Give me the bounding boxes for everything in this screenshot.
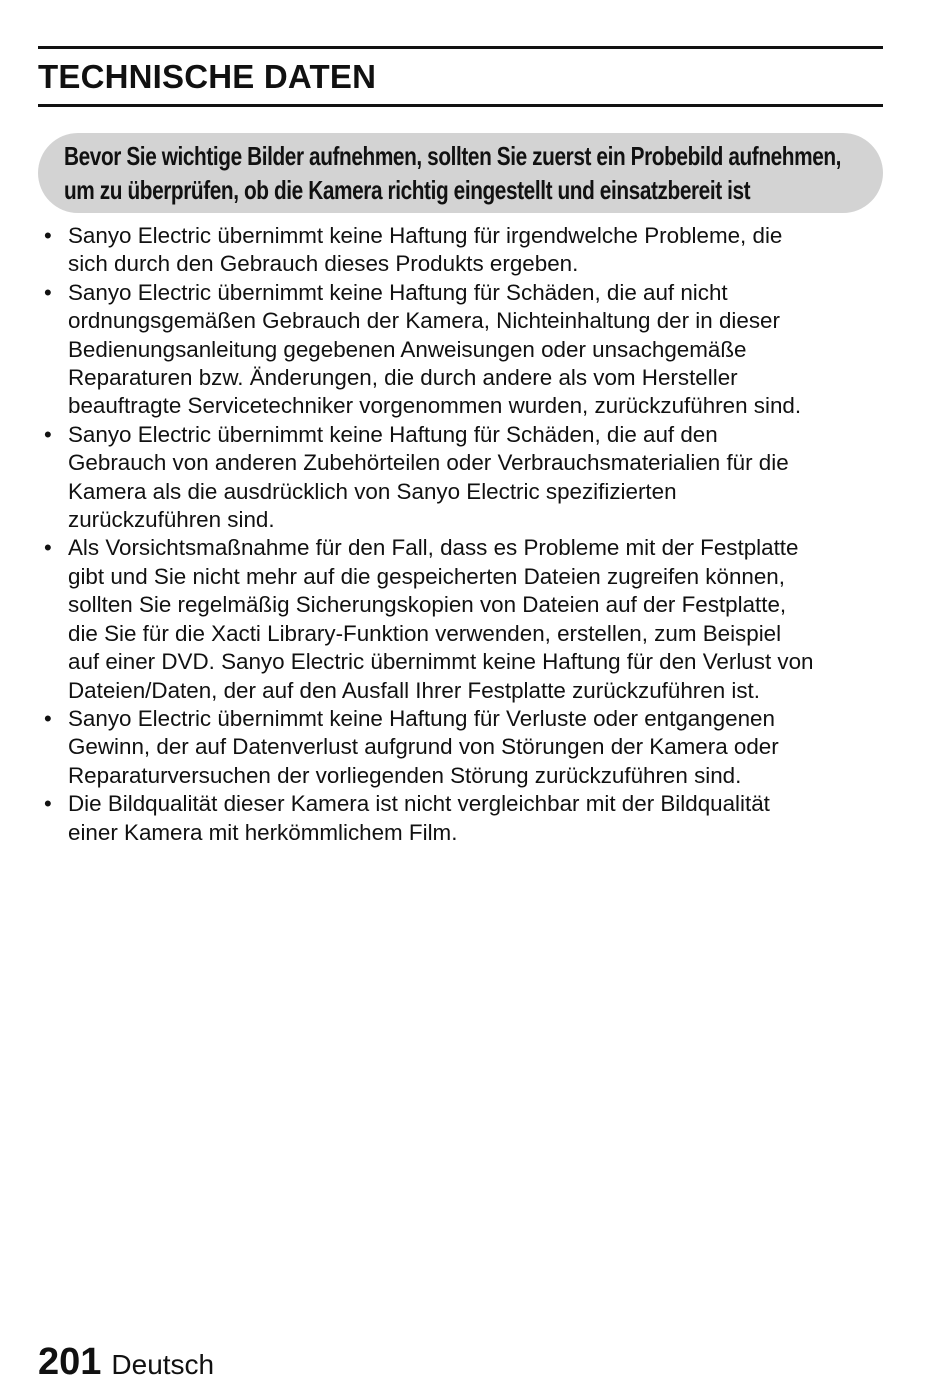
list-item-line: gibt und Sie nicht mehr auf die gespeicherten Dateien zugreifen können, <box>68 563 785 589</box>
bullet-dot-icon: • <box>44 223 52 248</box>
notice-line: Bevor Sie wichtige Bilder aufnehmen, sollten Sie zuerst ein Probebild aufnehmen, <box>64 141 842 171</box>
list-item <box>44 279 894 421</box>
bullet-dot-icon: • <box>44 535 52 561</box>
bullet-dot-icon: • <box>44 791 52 817</box>
list-item-line: die Sie für die Xacti Library-Funktion verwenden, erstellen, zum Beispiel <box>68 620 782 646</box>
header-top-rule <box>38 46 883 49</box>
list-item-line: auf einer DVD. Sanyo Electric übernimmt keine Haftung für den Verlust von <box>68 649 814 675</box>
list-item-line: sich durch den Gebrauch dieses Produkts ergeben. <box>68 251 579 277</box>
list-item-line: Gewinn, der auf Datenverlust aufgrund von Störungen der Kamera oder <box>68 734 779 760</box>
list-item-line: beauftragte Servicetechniker vorgenommen wurden, zurückzuführen sind. <box>68 393 802 419</box>
list-item <box>44 534 894 704</box>
list-item-line: Reparaturversuchen der vorliegenden Störung zurückzuführen sind. <box>68 762 742 788</box>
list-item <box>44 421 894 535</box>
bullet-dot-icon: • <box>44 421 52 447</box>
list-item-line: ordnungsgemäßen Gebrauch der Kamera, Nichteinhaltung der in dieser <box>68 308 780 334</box>
list-item-line: Sanyo Electric übernimmt keine Haftung für Schäden, die auf den <box>68 421 718 447</box>
list-item-line: Kamera als die ausdrücklich von Sanyo Electric spezifizierten <box>68 478 677 504</box>
list-item-line: Sanyo Electric übernimmt keine Haftung für Verluste oder entgangenen <box>68 705 775 731</box>
bullet-list <box>44 222 894 847</box>
list-item-line: Bedienungsanleitung gegebenen Anweisungen oder unsachgemäße <box>68 336 747 362</box>
page-title: TECHNISCHE DATEN <box>38 58 377 95</box>
list-item-line: Sanyo Electric übernimmt keine Haftung für Schäden, die auf nicht <box>68 279 728 305</box>
page-language: Deutsch <box>111 1349 215 1380</box>
page-footer <box>38 1340 214 1387</box>
bullet-dot-icon: • <box>44 705 52 731</box>
list-item-line: sollten Sie regelmäßig Sicherungskopien von Dateien auf der Festplatte, <box>68 592 787 618</box>
list-item <box>44 705 894 790</box>
list-item-line: Die Bildqualität dieser Kamera ist nicht vergleichbar mit der Bildqualität <box>68 791 770 817</box>
list-item-line: Gebrauch von anderen Zubehörteilen oder Verbrauchsmaterialien für die <box>68 450 789 476</box>
notice-box <box>38 133 883 213</box>
list-item <box>44 222 894 279</box>
list-item-line: Reparaturen bzw. Änderungen, die durch andere als vom Hersteller <box>68 365 738 391</box>
list-item-line: einer Kamera mit herkömmlichem Film. <box>68 819 458 845</box>
list-item-line: Als Vorsichtsmaßnahme für den Fall, dass es Probleme mit der Festplatte <box>68 535 799 561</box>
header-bottom-rule <box>38 104 883 107</box>
page-number: 201 <box>38 1341 102 1383</box>
notice-line: um zu überprüfen, ob die Kamera richtig eingestellt und einsatzbereit ist <box>64 175 751 205</box>
list-item-line: zurückzuführen sind. <box>68 507 275 533</box>
list-item-line: Sanyo Electric übernimmt keine Haftung für irgendwelche Probleme, die <box>68 223 783 248</box>
list-item <box>44 790 894 847</box>
list-item-line: Dateien/Daten, der auf den Ausfall Ihrer Festplatte zurückzuführen ist. <box>68 677 760 703</box>
bullet-dot-icon: • <box>44 279 52 305</box>
